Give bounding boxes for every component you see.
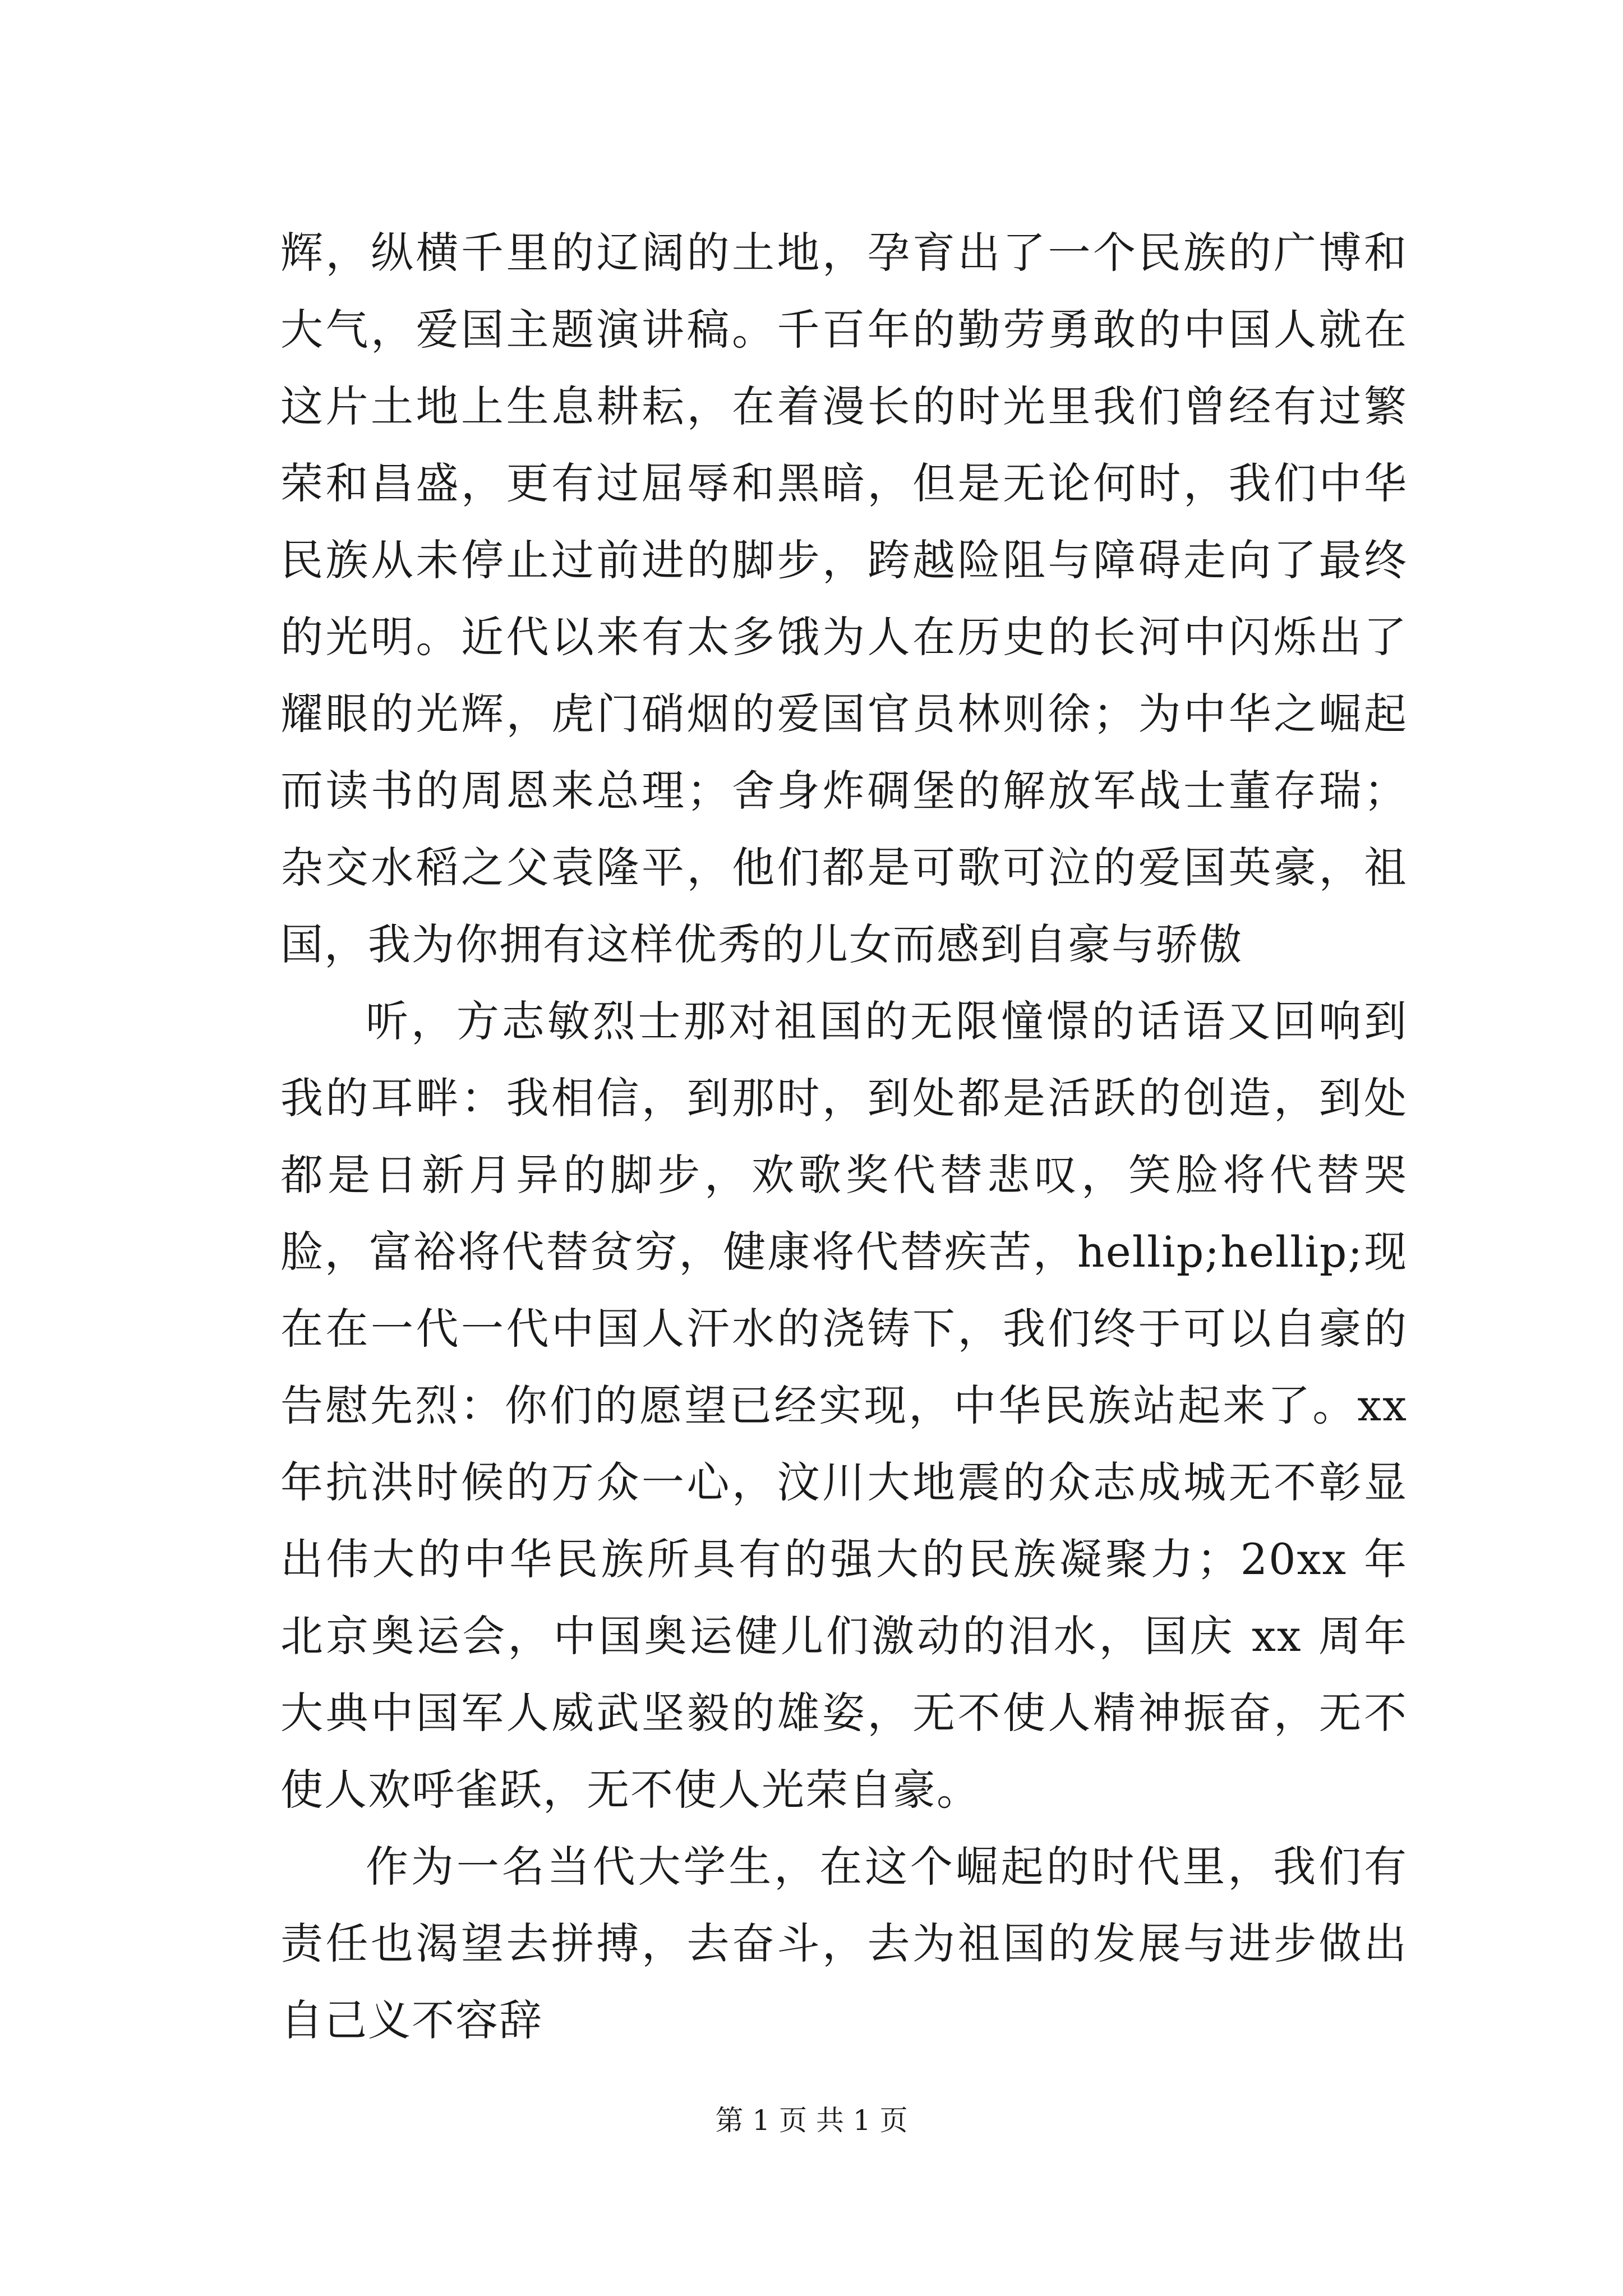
paragraph-1: 辉，纵横千里的辽阔的土地，孕育出了一个民族的广博和大气，爱国主题演讲稿。千百年的勤劳勇敢的中国人就在这片土地上生息耕耘，在着漫长的时光里我们曾经有过繁荣和昌盛，更有过屈辱和黑暗，但是无论何时，我们中华民族从未停止过前进的脚步，跨越险阻与障碍走向了最终的光明。近代以来有太多饿为人在历史的长河中闪烁出了耀眼的光辉，虎门硝烟的爱国官员林则徐；为中华之崛起而读书的周恩来总理；舍身炸碉堡的解放军战士董存瑞；杂交水稻之父袁隆平，他们都是可歌可泣的爱国英豪，祖国，我为你拥有这样优秀的儿女而感到自豪与骄傲 [280, 228, 1408, 969]
page-number-label: 第 1 页 共 1 页 [715, 2104, 908, 2137]
paragraph-3: 作为一名当代大学生，在这个崛起的时代里，我们有责任也渴望去拼搏，去奋斗，去为祖国的发展与进步做出自己义不容辞 [280, 1842, 1408, 2045]
document-body [280, 214, 1408, 2059]
page-footer [0, 2101, 1623, 2140]
paragraph-2: 听，方志敏烈士那对祖国的无限憧憬的话语又回响到我的耳畔：我相信，到那时，到处都是活跃的创造，到处都是日新月异的脚步，欢歌奖代替悲叹，笑脸将代替哭脸，富裕将代替贫穷，健康将代替疾苦，hellip;hellip;现在在一代一代中国人汗水的浇铸下，我们终于可以自豪的告慰先烈：你们的愿望已经实现，中华民族站起来了。xx 年抗洪时候的万众一心，汶川大地震的众志成城无不彰显出伟大的中华民族所具有的强大的民族凝聚力；20xx 年北京奥运会，中国奥运健儿们激动的泪水，国庆 xx 周年大典中国军人威武坚毅的雄姿，无不使人精神振奋，无不使人欢呼雀跃，无不使人光荣自豪。 [280, 996, 1408, 1815]
